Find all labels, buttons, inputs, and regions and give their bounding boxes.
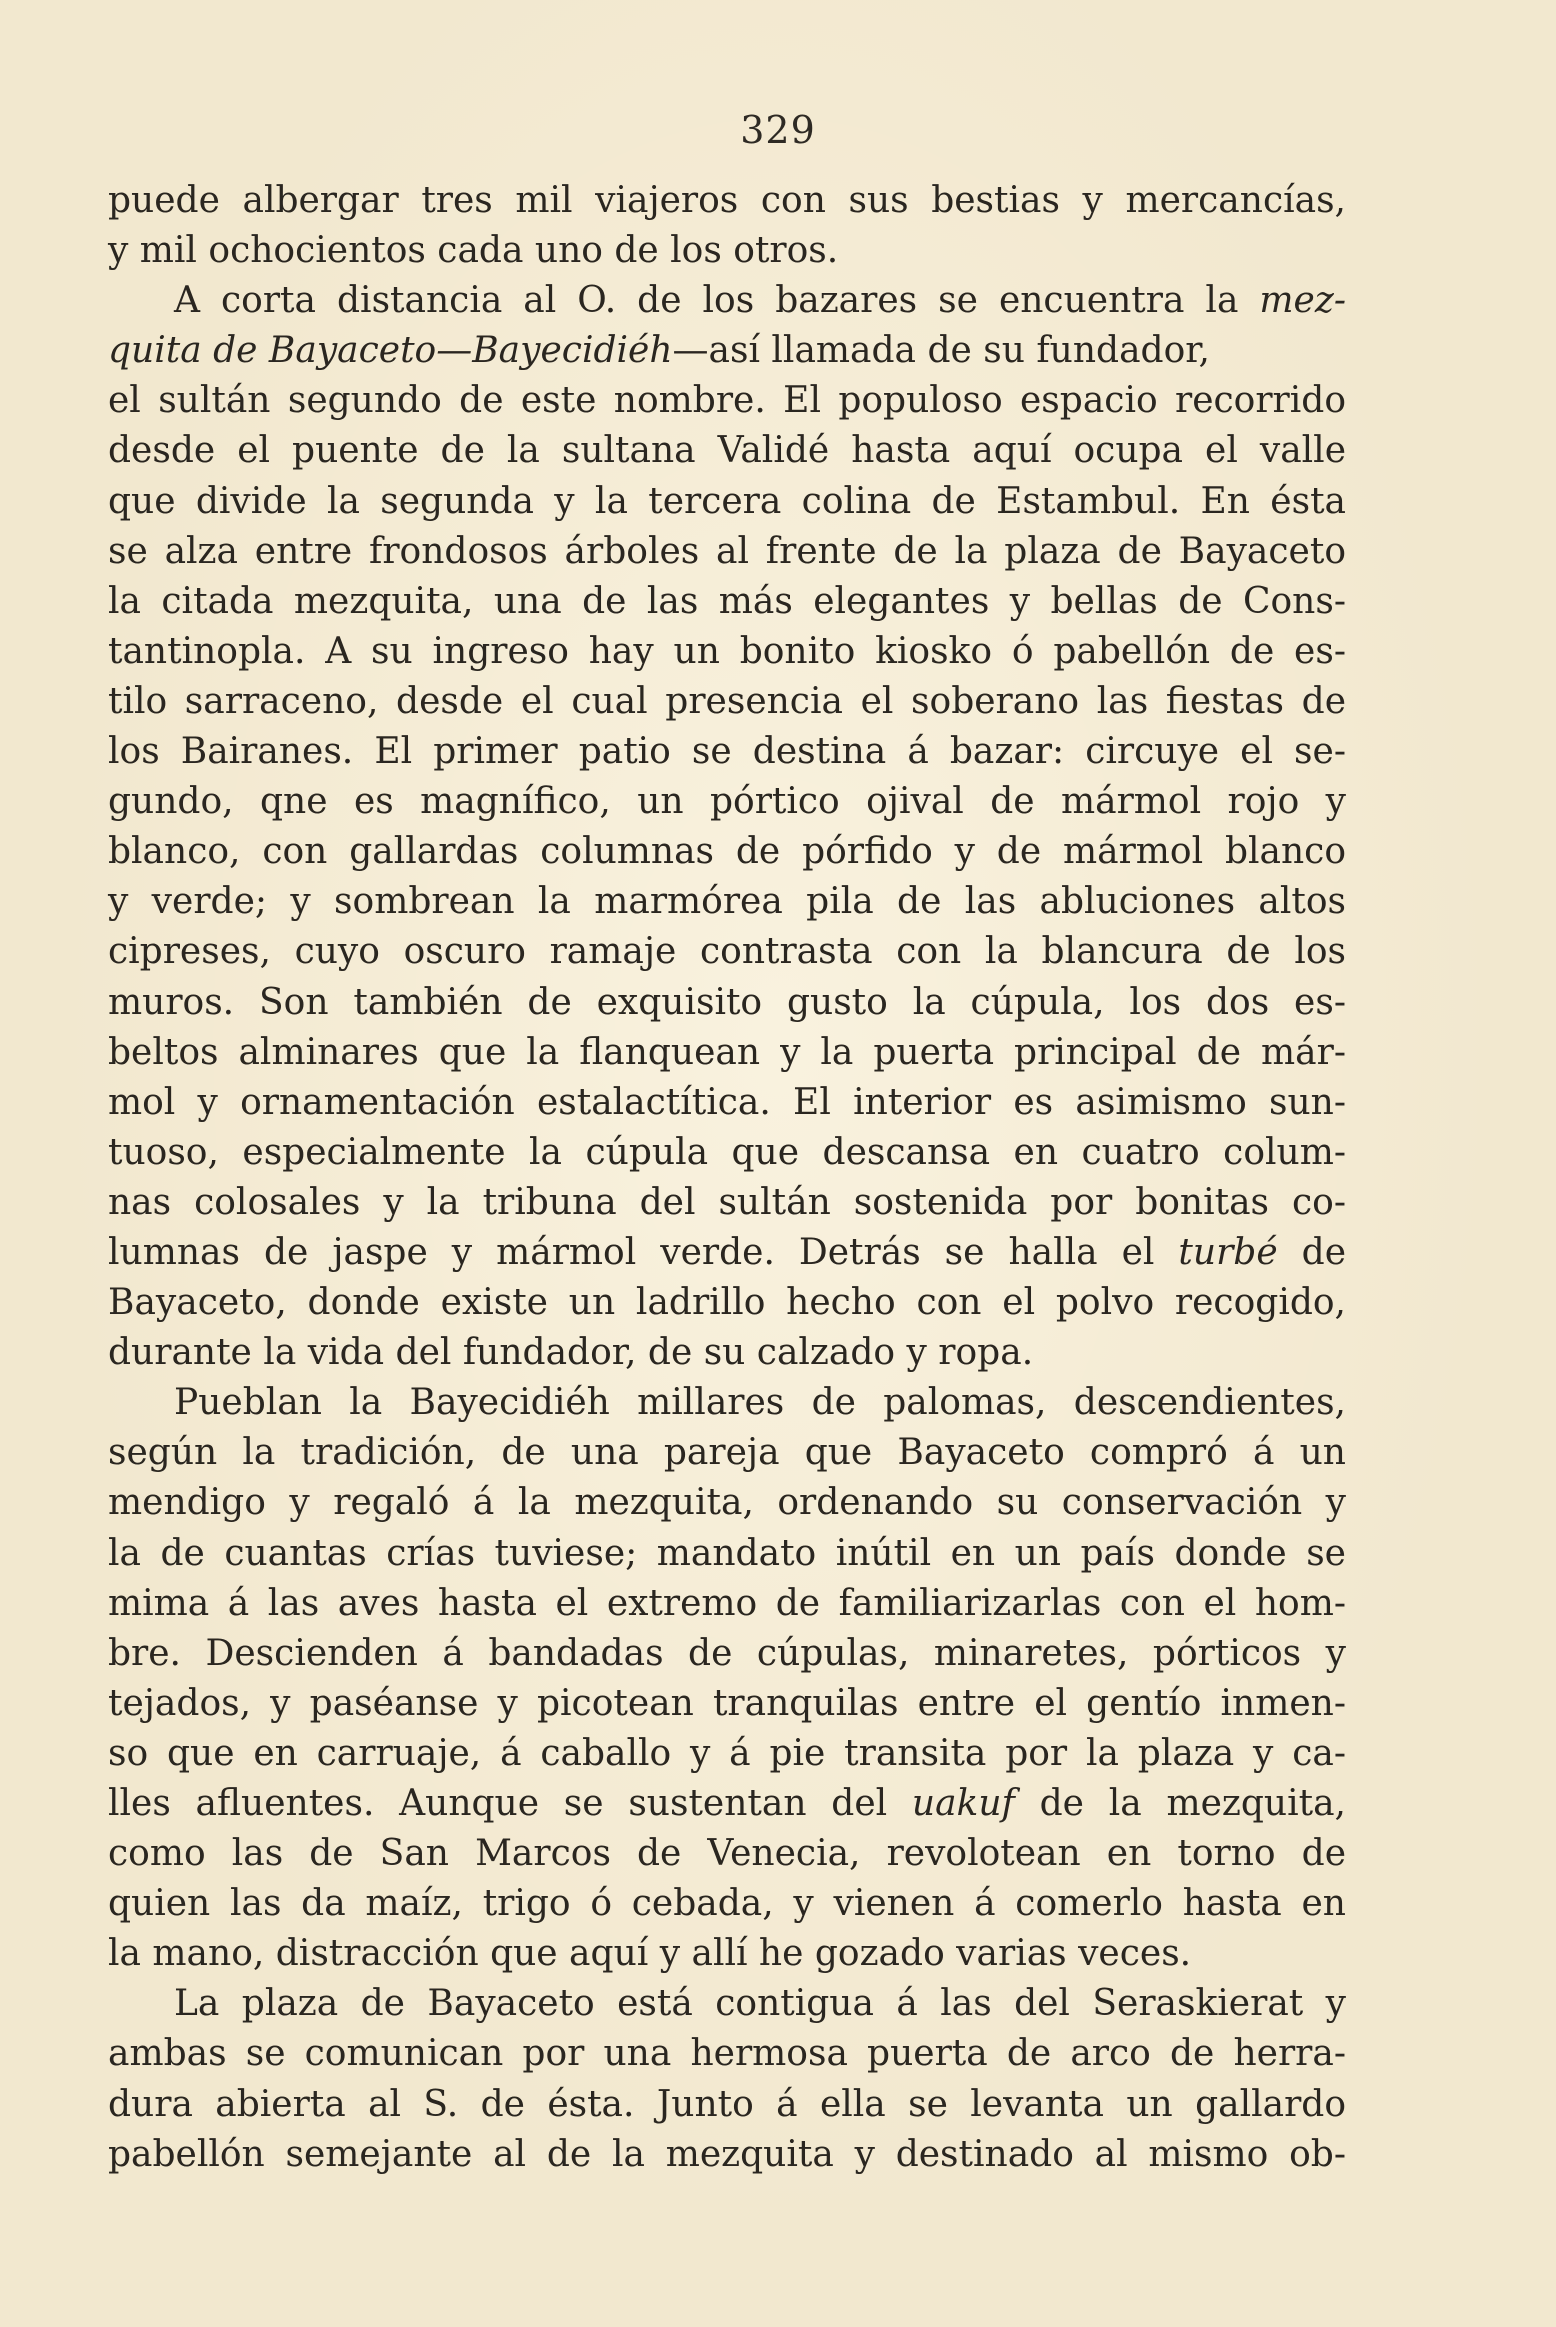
text-line: durante la vida del fundador, de su calzado y ropa. <box>108 1332 1034 1374</box>
text-line: mol y ornamentación estalactítica. El interior es asimismo sun- <box>108 1081 1346 1123</box>
text-line: tejados, y paséanse y picotean tranquilas entre el gentío inmen- <box>108 1682 1346 1724</box>
text-line: muros. Son también de exquisito gusto la cúpula, los dos es- <box>108 981 1346 1023</box>
text-line: so que en carruaje, á caballo y á pie transita por la plaza y ca- <box>108 1732 1346 1774</box>
text-line: A corta distancia al O. de los bazares se encuentra la mez- <box>174 280 1346 322</box>
text-line: la mano, distracción que aquí y allí he gozado varias veces. <box>108 1933 1192 1975</box>
text-line: La plaza de Bayaceto está contigua á las del Seraskierat y <box>174 1983 1346 2025</box>
text-line: desde el puente de la sultana Validé hasta aquí ocupa el valle <box>108 430 1346 472</box>
text-line: nas colosales y la tribuna del sultán sostenida por bonitas co- <box>108 1181 1346 1223</box>
text-line: tilo sarraceno, desde el cual presencia el soberano las fiestas de <box>108 680 1346 722</box>
text-line: mima á las aves hasta el extremo de familiarizarlas con el hom- <box>108 1582 1346 1624</box>
text-line: gundo, qne es magnífico, un pórtico ojival de mármol rojo y <box>108 781 1346 823</box>
page-number: 329 <box>740 108 816 152</box>
text-line: lles afluentes. Aunque se sustentan del uakuf de la mezquita, <box>108 1783 1346 1824</box>
text-line: que divide la segunda y la tercera colina de Estambul. En ésta <box>108 480 1346 522</box>
text-line: puede albergar tres mil viajeros con sus bestias y mercancías, <box>108 180 1346 221</box>
text-line: tuoso, especialmente la cúpula que descansa en cuatro colum- <box>108 1131 1346 1173</box>
text-line: beltos alminares que la flanquean y la puerta principal de már- <box>108 1031 1346 1073</box>
text-line: según la tradición, de una pareja que Bayaceto compró á un <box>108 1432 1346 1474</box>
text-line: y verde; y sombrean la marmórea pila de las abluciones altos <box>108 881 1346 923</box>
text-line: y mil ochocientos cada uno de los otros. <box>108 230 839 272</box>
text-line: tantinopla. A su ingreso hay un bonito kiosko ó pabellón de es- <box>108 630 1346 672</box>
text-line: mendigo y regaló á la mezquita, ordenando su conservación y <box>108 1482 1346 1524</box>
text-line: la citada mezquita, una de las más elegantes y bellas de Cons- <box>108 580 1346 622</box>
text-line: quita de Bayaceto—Bayecidiéh—así llamada de su fundador, <box>108 330 1210 372</box>
text-line: los Bairanes. El primer patio se destina á bazar: circuye el se- <box>108 731 1346 773</box>
body-text <box>108 176 1346 2180</box>
text-line: bre. Descienden á bandadas de cúpulas, minaretes, pórticos y <box>108 1632 1346 1674</box>
text-line: dura abierta al S. de ésta. Junto á ella se levanta un gallardo <box>108 2083 1346 2125</box>
text-line: el sultán segundo de este nombre. El populoso espacio recorrido <box>108 380 1346 422</box>
text-line: como las de San Marcos de Venecia, revolotean en torno de <box>108 1833 1346 1875</box>
text-line: Bayaceto, donde existe un ladrillo hecho con el polvo recogido, <box>108 1282 1346 1324</box>
text-line: ambas se comunican por una hermosa puerta de arco de herra- <box>108 2033 1346 2075</box>
text-line: Pueblan la Bayecidiéh millares de palomas, descendientes, <box>174 1382 1346 1424</box>
text-line: la de cuantas crías tuviese; mandato inútil en un país donde se <box>108 1532 1346 1574</box>
text-line: blanco, con gallardas columnas de pórfido y de mármol blanco <box>108 831 1346 873</box>
text-line: se alza entre frondosos árboles al frente de la plaza de Bayaceto <box>108 530 1346 572</box>
text-line: cipreses, cuyo oscuro ramaje contrasta con la blancura de los <box>108 931 1346 973</box>
text-line: quien las da maíz, trigo ó cebada, y vienen á comerlo hasta en <box>108 1883 1346 1925</box>
text-line: pabellón semejante al de la mezquita y destinado al mismo ob- <box>108 2133 1346 2175</box>
text-line: lumnas de jaspe y mármol verde. Detrás se halla el turbé de <box>108 1231 1346 1273</box>
